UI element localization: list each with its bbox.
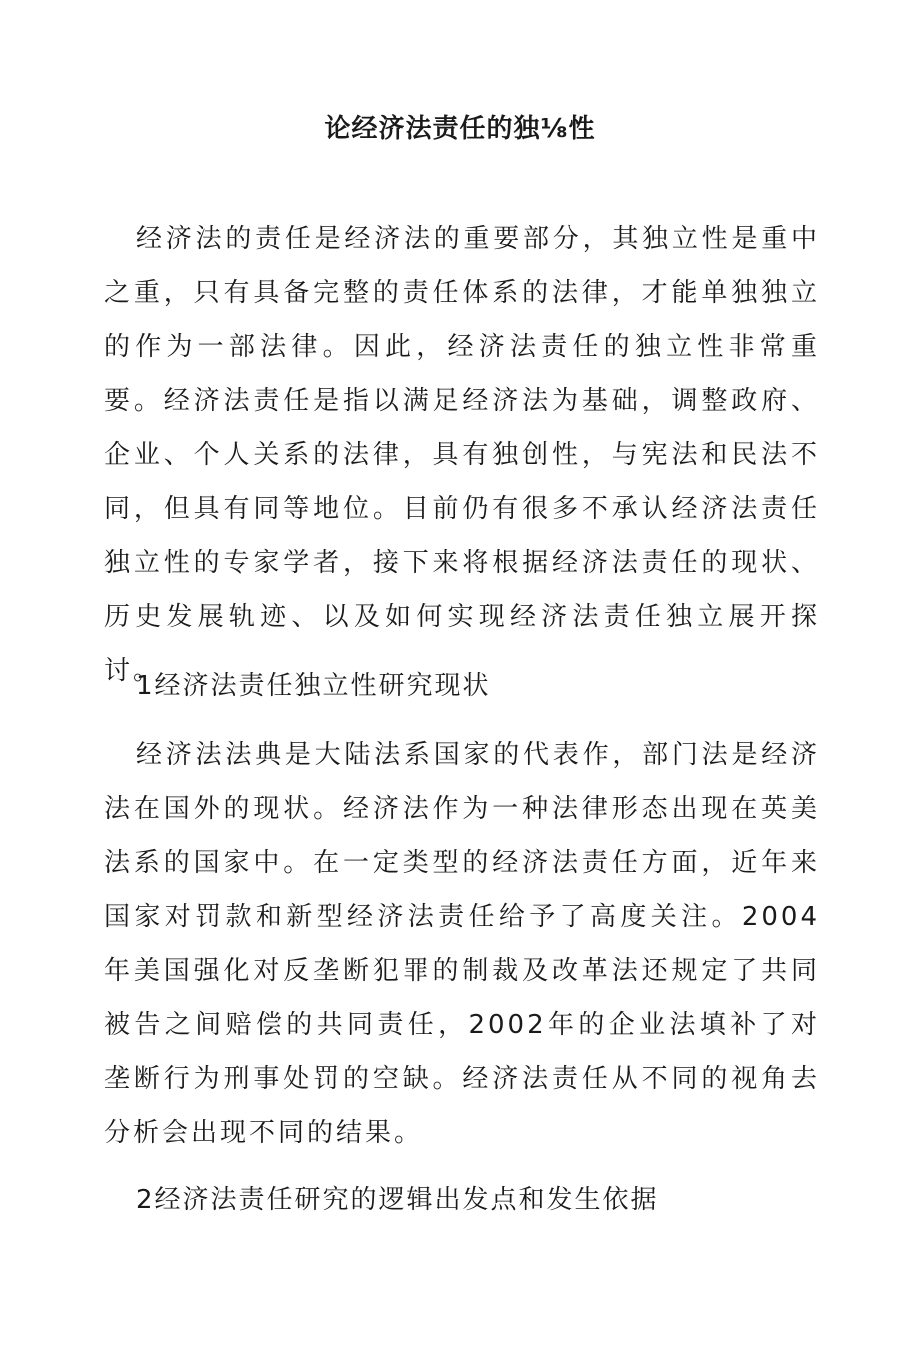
body-paragraph-section-1: 经济法法典是大陆法系国家的代表作，部门法是经济法在国外的现状。经济法作为一种法律形态出现在英美法系的国家中。在一定类型的经济法责任方面，近年来国家对罚款和新型经济法责任给予了高度关注。2004年美国强化对反垄断犯罪的制裁及改革法还规定了共同被告之间赔偿的共同责任，2002年的企业法填补了对垄断行为刑事处罚的空缺。经济法责任从不同的视角去分析会出现不同的结果。 xyxy=(104,740,820,1148)
body-paragraph-intro: 经济法的责任是经济法的重要部分，其独立性是重中之重，只有具备完整的责任体系的法律，才能单独独立的作为一部法律。因此，经济法责任的独立性非常重要。经济法责任是指以满足经济法为基础，调整政府、企业、个人关系的法律，具有独创性，与宪法和民法不同，但具有同等地位。目前仍有很多不承认经济法责任独立性的专家学者，接下来将根据经济法责任的现状、历史发展轨迹、以及如何实现经济法责任独立展开探讨。 xyxy=(104,224,820,686)
section-heading-2: 2经济法责任研究的逻辑出发点和发生依据 xyxy=(136,1185,659,1215)
page-title: 论经济法责任的独⅛性 xyxy=(324,114,596,145)
section-heading-1: 1经济法责任独立性研究现状 xyxy=(136,671,491,701)
